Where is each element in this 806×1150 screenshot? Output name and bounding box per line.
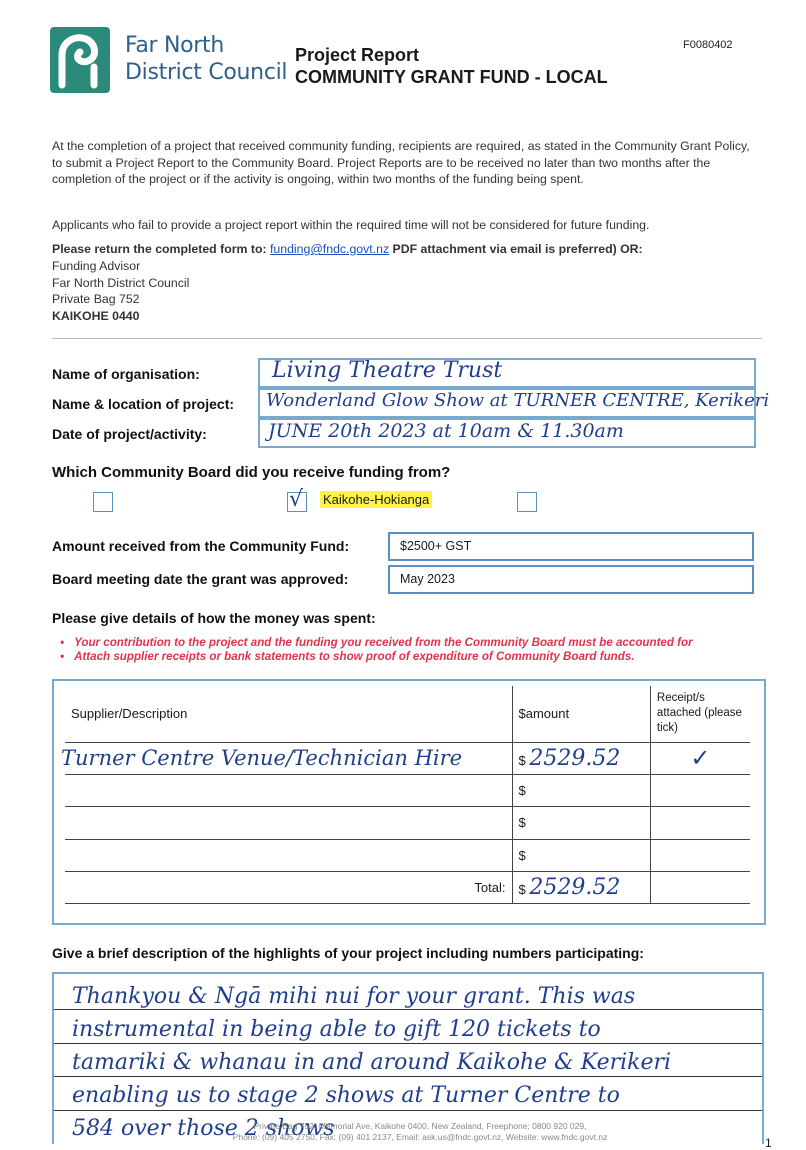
currency-sign: $ bbox=[518, 782, 526, 798]
row-desc: Turner Centre Venue/Technician Hire bbox=[61, 746, 463, 770]
form-code: F0080402 bbox=[683, 39, 733, 51]
amount-value: $2500+ GST bbox=[400, 539, 472, 553]
total-value: 2529.52 bbox=[529, 874, 621, 900]
return-prefix: Please return the completed form to: bbox=[52, 242, 270, 256]
project-value: Wonderland Glow Show at TURNER CENTRE, Kerikeri bbox=[266, 390, 770, 411]
highlight-line: enabling us to stage 2 shows at Turner Centre to bbox=[72, 1083, 620, 1108]
address-line: KAIKOHE 0440 bbox=[52, 308, 140, 323]
logo-line-1: Far North bbox=[125, 33, 224, 58]
bullet-item: • Your contribution to the project and the funding you received from the Community Board must be accounted for bbox=[60, 636, 693, 649]
table-header-row bbox=[65, 686, 750, 742]
spending-heading: Please give details of how the money was spent: bbox=[52, 610, 376, 626]
divider bbox=[52, 338, 762, 339]
bullet-text: Attach supplier receipts or bank statements to show proof of expenditure of Community Board funds. bbox=[74, 650, 635, 663]
intro-paragraph: At the completion of a project that received community funding, recipients are required, as stated in the Community Grant Policy, to submit a Project Report to the Community Board. Project Reports are to be received no later than two months after the completion of the project or if the activity is ongoing, within two months of the funding being spent. bbox=[52, 139, 750, 186]
meeting-value: May 2023 bbox=[400, 572, 455, 586]
board-checkbox-kaikohe-hokianga[interactable] bbox=[287, 487, 307, 512]
logo-line-2: District Council bbox=[125, 60, 288, 85]
highlights-heading: Give a brief description of the highlights of your project including numbers participating: bbox=[52, 945, 644, 961]
footer-line-2: Phone: (09) 405 2750, Fax: (09) 401 2137, Email: ask.us@fndc.govt.nz, Website: www.fndc.govt.nz bbox=[232, 1132, 608, 1142]
return-suffix: PDF attachment via email is preferred) OR: bbox=[389, 242, 643, 256]
table-row bbox=[65, 742, 750, 774]
col-amount: $amount bbox=[512, 686, 650, 742]
tick-mark: √ bbox=[289, 487, 304, 512]
board-selected-label: Kaikohe-Hokianga bbox=[320, 491, 432, 508]
table-row bbox=[65, 774, 750, 806]
total-row bbox=[65, 871, 750, 903]
meeting-label: Board meeting date the grant was approved: bbox=[52, 571, 349, 587]
board-checkbox-3[interactable] bbox=[517, 492, 537, 512]
org-value: Living Theatre Trust bbox=[272, 358, 503, 383]
org-field[interactable] bbox=[258, 358, 756, 388]
project-label: Name & location of project: bbox=[52, 396, 235, 412]
page-subtitle: COMMUNITY GRANT FUND - LOCAL bbox=[295, 67, 608, 87]
table-row bbox=[65, 806, 750, 839]
council-logo bbox=[50, 27, 110, 93]
address-line: Private Bag 752 bbox=[52, 292, 140, 306]
row-amount: 2529.52 bbox=[529, 745, 621, 771]
koru-logo-icon bbox=[50, 27, 110, 93]
expenditure-table bbox=[61, 686, 750, 904]
currency-sign: $ bbox=[518, 752, 526, 768]
address-line: Far North District Council bbox=[52, 275, 190, 290]
bullet-text: Your contribution to the project and the funding you received from the Community Board must be accounted for bbox=[74, 636, 693, 649]
date-value: JUNE 20th 2023 at 10am & 11.30am bbox=[268, 420, 624, 442]
funding-email-link[interactable]: funding@fndc.govt.nz bbox=[269, 242, 390, 256]
address-line: Funding Advisor bbox=[52, 259, 141, 273]
org-label: Name of organisation: bbox=[52, 366, 200, 382]
currency-sign: $ bbox=[518, 815, 526, 830]
bullet-item: • Attach supplier receipts or bank statements to show proof of expenditure of Community Board funds. bbox=[60, 650, 635, 663]
board-checkbox-1[interactable] bbox=[93, 492, 113, 512]
date-field[interactable] bbox=[258, 418, 756, 448]
date-label: Date of project/activity: bbox=[52, 426, 207, 442]
table-row bbox=[65, 839, 750, 871]
receipt-tick: ✓ bbox=[690, 744, 711, 772]
project-field[interactable] bbox=[258, 388, 770, 418]
footer-line-1: Private Bag 752, Memorial Ave, Kaikohe 0400, New Zealand, Freephone: 0800 920 029, bbox=[253, 1121, 587, 1131]
page-number: 1 bbox=[765, 1136, 772, 1150]
board-question: Which Community Board did you receive funding from? bbox=[52, 464, 451, 481]
highlight-line: tamariki & whanau in and around Kaikohe & Kerikeri bbox=[72, 1050, 672, 1075]
highlight-line: Thankyou & Ngā mihi nui for your grant. This was bbox=[72, 984, 636, 1009]
spending-bullets bbox=[60, 636, 693, 663]
amount-field[interactable] bbox=[388, 532, 754, 561]
return-instructions bbox=[52, 241, 772, 258]
col-receipt: Receipt/s attached (please tick) bbox=[650, 686, 750, 742]
total-label: Total: bbox=[65, 871, 512, 903]
highlight-line: 584 over those 2 shows bbox=[72, 1116, 335, 1141]
currency-sign: $ bbox=[518, 881, 526, 897]
footer-address bbox=[220, 1121, 620, 1143]
highlights-box[interactable] bbox=[52, 972, 764, 1144]
meeting-date-field[interactable] bbox=[388, 565, 754, 594]
highlight-line: instrumental in being able to gift 120 tickets to bbox=[72, 1017, 601, 1042]
currency-sign: $ bbox=[518, 847, 526, 863]
address-block bbox=[52, 258, 189, 324]
page-title: Project Report bbox=[295, 45, 420, 65]
amount-label: Amount received from the Community Fund: bbox=[52, 538, 350, 554]
late-warning: Applicants who fail to provide a project report within the required time will not be considered for future funding. bbox=[52, 218, 650, 232]
col-supplier: Supplier/Description bbox=[65, 686, 512, 742]
